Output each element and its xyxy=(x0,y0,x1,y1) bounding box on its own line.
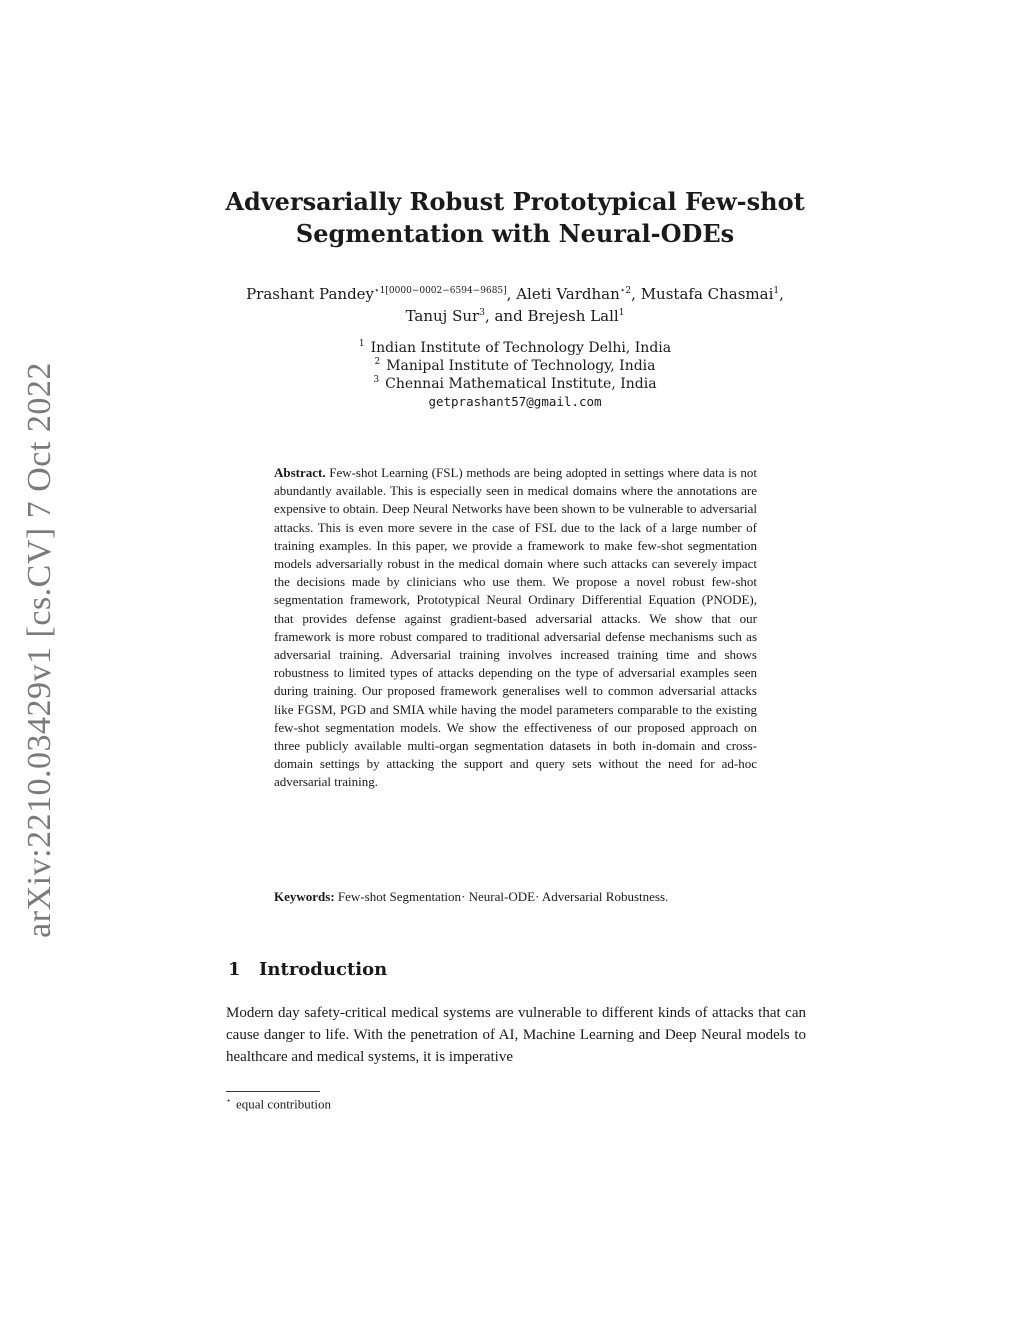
abstract-label: Abstract. xyxy=(274,465,326,480)
section-title: Introduction xyxy=(259,959,388,980)
author-name: Tanuj Sur xyxy=(405,307,480,325)
author-separator: , xyxy=(779,285,784,303)
footnote-mark: ⋆ xyxy=(226,1096,232,1105)
author-separator: , xyxy=(506,285,512,303)
author-line-1 xyxy=(200,283,830,305)
abstract xyxy=(274,464,757,792)
affiliation xyxy=(300,357,730,375)
affiliation-list xyxy=(300,339,730,411)
author-line-2 xyxy=(200,305,830,327)
keywords-text: Few-shot Segmentation· Neural-ODE· Adversarial Robustness. xyxy=(337,889,669,904)
section-heading xyxy=(228,959,387,980)
abstract-text: Few-shot Learning (FSL) methods are being adopted in settings where data is not abundantly available. This is especially seen in medical domains where the annotations are expensive to obtain. Deep Neural Networks have been shown to be vulnerable to adversarial attacks. This is even more severe in the case of FSL due to the lack of a large number of training examples. In this paper, we provide a framework to make few-shot segmentation models adversarially robust in the medical domain where such attacks can severely impact the decisions made by clinicians who use them. We propose a novel robust few-shot segmentation framework, Prototypical Neural Ordinary Differential Equation (PNODE), that provides defense against gradient-based adversarial attacks. We show that our framework is more robust compared to traditional adversarial defense mechanisms such as adversarial training. Adversarial training involves increased training time and shows robustness to limited types of attacks depending on the type of adversarial examples seen during training. Our proposed framework generalises well to common adversarial attacks like FGSM, PGD and SMIA while having the model parameters comparable to the existing few-shot segmentation models. We show the effectiveness of our proposed approach on three publicly available multi-organ segmentation datasets in both in-domain and cross-domain settings by attacking the support and query sets without the need for ad-hoc adversarial training. xyxy=(274,465,757,790)
affiliation-text: Manipal Institute of Technology, India xyxy=(386,358,656,374)
affiliation-text: Indian Institute of Technology Delhi, India xyxy=(370,340,672,356)
section-number: 1 xyxy=(228,959,241,980)
author-name: Prashant Pandey xyxy=(246,285,375,303)
author-marker: ⋆2 xyxy=(619,286,632,296)
paper-title xyxy=(220,186,810,250)
affiliation-number: 3 xyxy=(373,375,380,386)
author-list xyxy=(200,283,830,327)
title-line-2: Segmentation with Neural-ODEs xyxy=(295,219,735,248)
author-marker: 1 xyxy=(773,286,780,296)
title-line-1: Adversarially Robust Prototypical Few-shot xyxy=(225,187,805,216)
keywords xyxy=(274,888,757,906)
author-marker: 1 xyxy=(618,308,625,318)
author-marker: 3 xyxy=(479,308,485,318)
affiliation-number: 1 xyxy=(358,339,365,350)
arxiv-watermark xyxy=(8,360,72,940)
contact-email[interactable]: getprashant57@gmail.com xyxy=(428,394,602,409)
author-name: Brejesh Lall xyxy=(527,307,619,325)
footnote-divider xyxy=(226,1091,320,1092)
affiliation xyxy=(300,375,730,393)
author-name: Aleti Vardhan xyxy=(516,285,620,303)
intro-paragraph xyxy=(226,1002,806,1068)
footnote-text: equal contribution xyxy=(236,1096,331,1112)
affiliation-number: 2 xyxy=(374,357,381,368)
author-separator: , and xyxy=(484,307,523,325)
author-separator: , xyxy=(631,285,636,303)
intro-text: Modern day safety-critical medical systems are vulnerable to different kinds of attacks that can cause danger to life. With the penetration of AI, Machine Learning and Deep Neural models to healthcare and medical systems, it is imperative xyxy=(226,1005,806,1065)
affiliation xyxy=(300,339,730,357)
author-name: Mustafa Chasmai xyxy=(640,285,774,303)
keywords-label: Keywords: xyxy=(274,889,335,904)
author-marker: ⋆1[0000−0002−6594−9685] xyxy=(374,286,507,296)
affiliation-text: Chennai Mathematical Institute, India xyxy=(385,376,657,392)
arxiv-id: arXiv:2210.03429v1 [cs.CV] 7 Oct 2022 xyxy=(21,362,58,938)
footnote xyxy=(226,1096,331,1112)
